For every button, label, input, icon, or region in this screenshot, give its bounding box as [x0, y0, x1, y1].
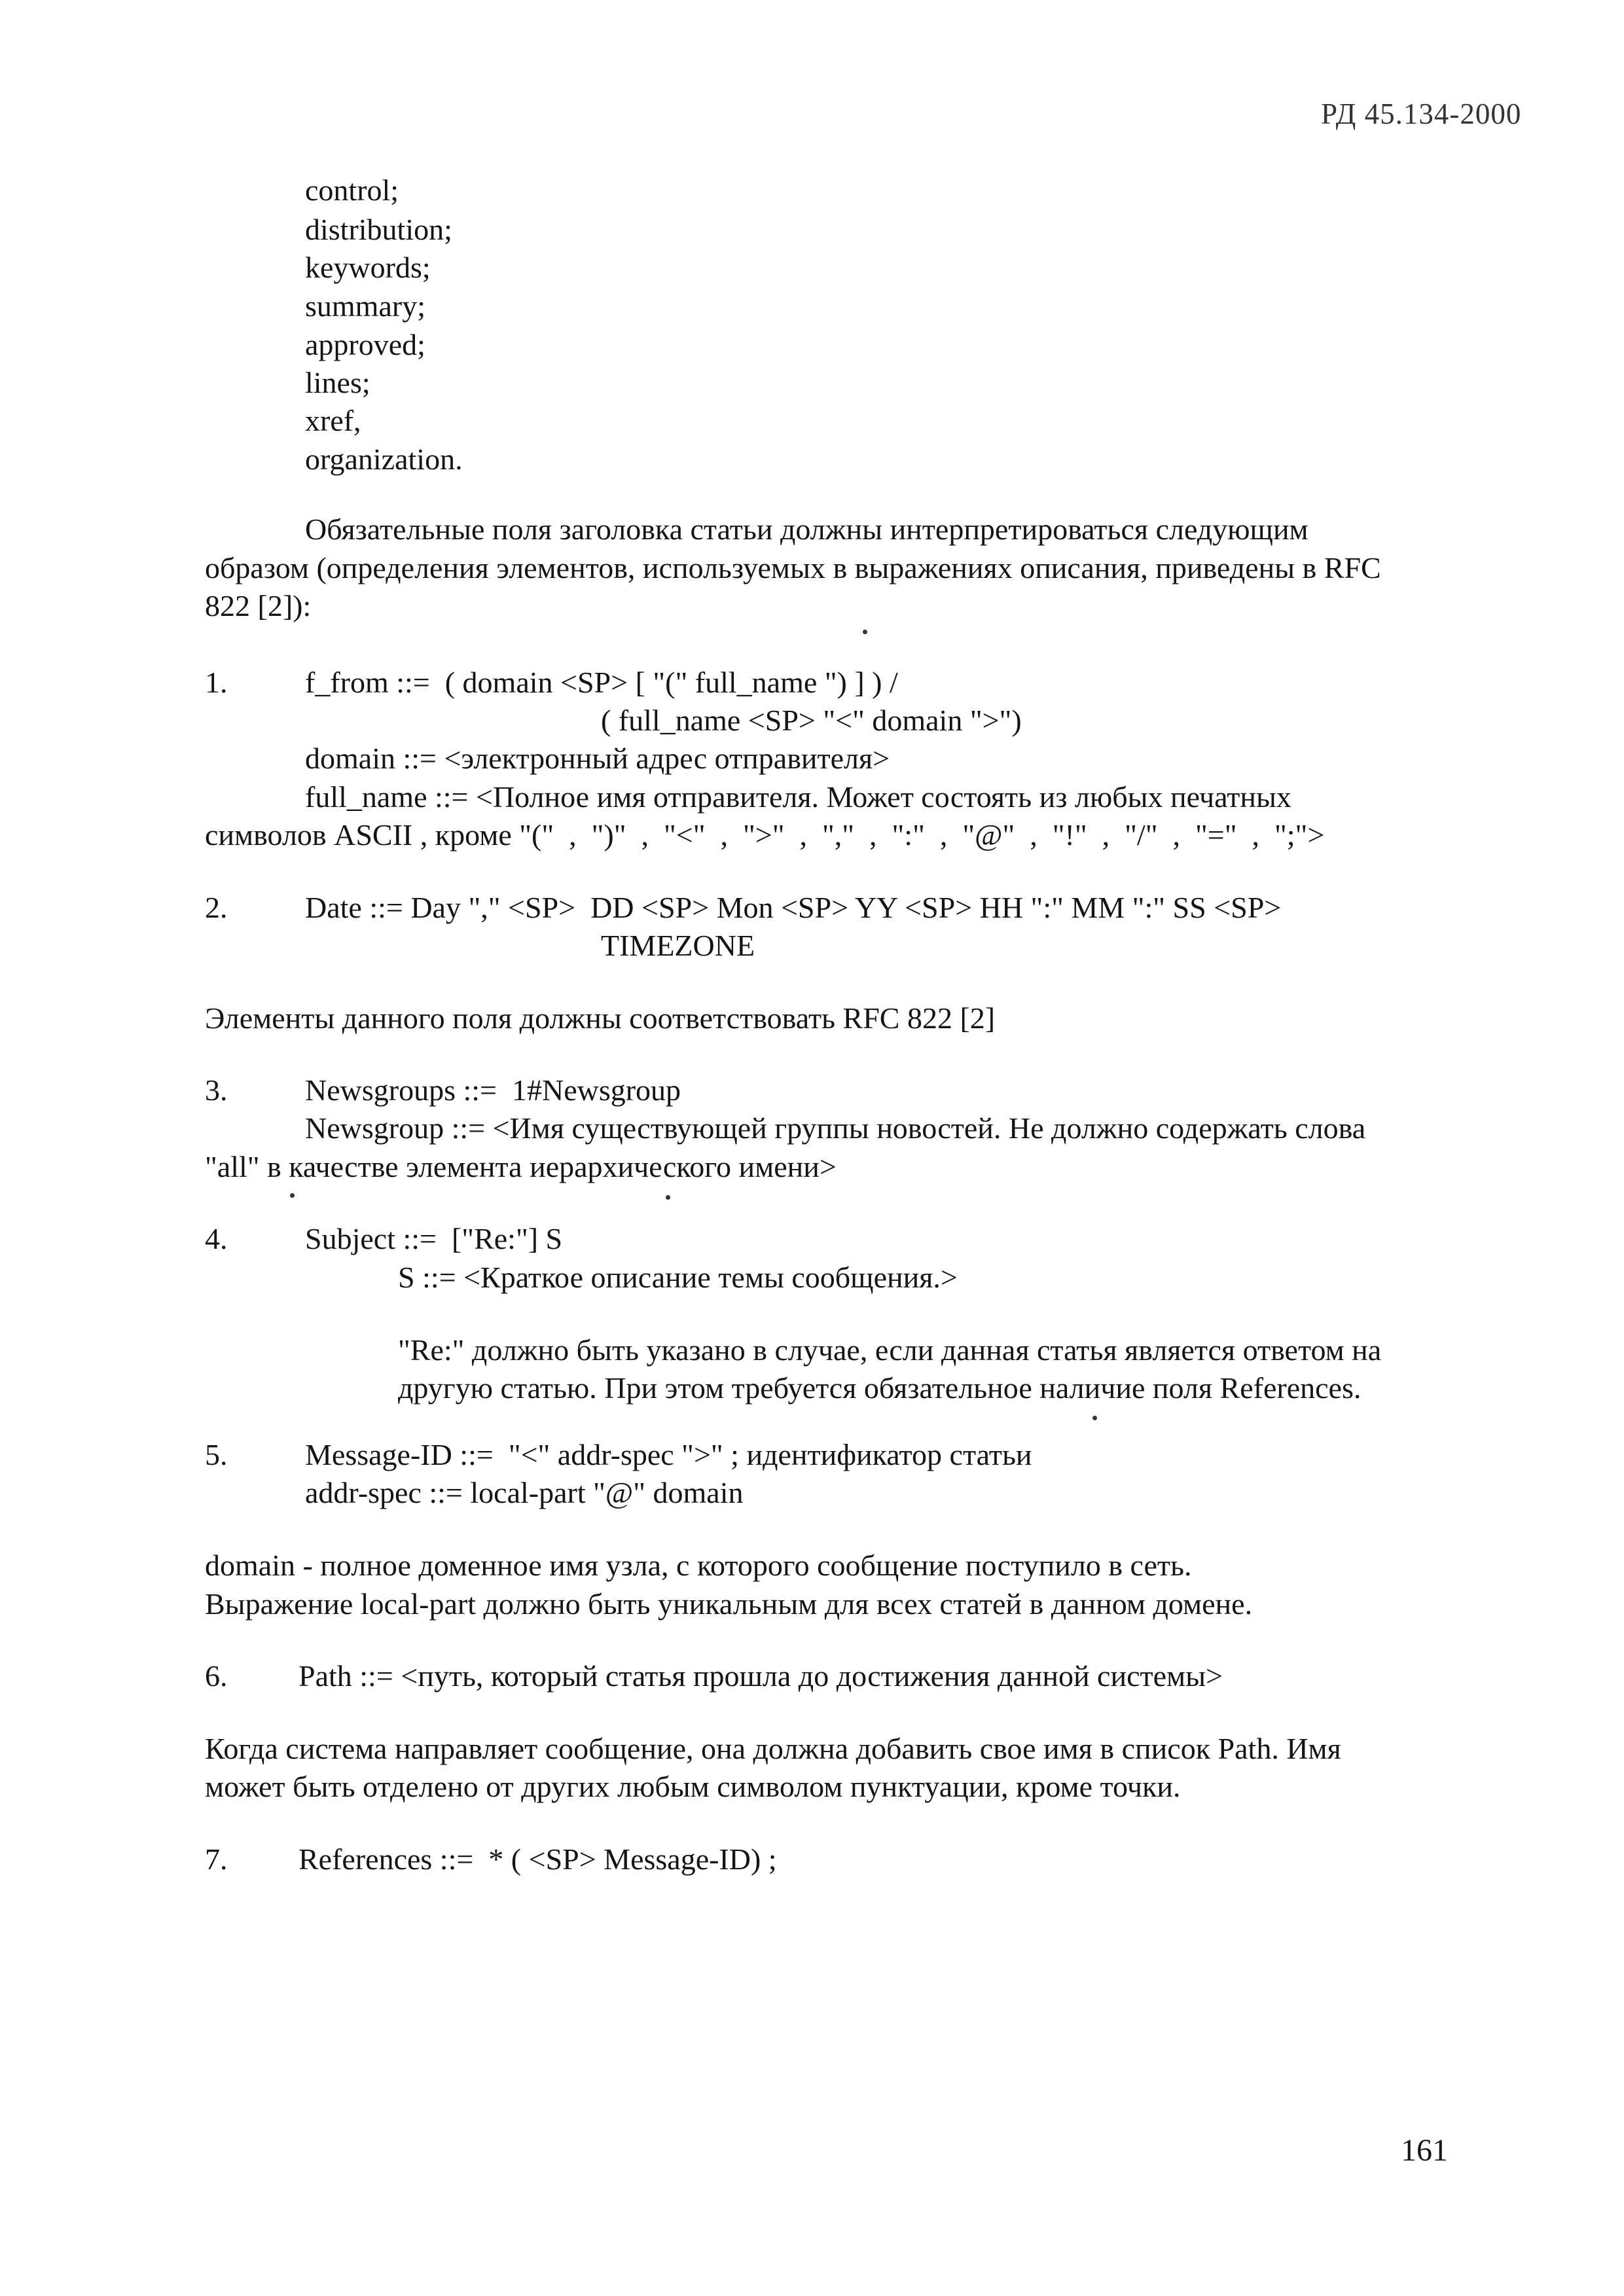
note-line: Выражение local-part должно быть уникальным для всех статей в данном домене. [205, 1587, 1253, 1621]
intro-line: 822 [2]): [205, 589, 312, 622]
note-line: может быть отделено от других любым символом пунктуации, кроме точки. [205, 1770, 1181, 1803]
page-number: 161 [1401, 2133, 1448, 2168]
scan-speck [290, 1193, 295, 1198]
note-line: Когда система направляет сообщение, она должна добавить свое имя в список Path. Имя [205, 1732, 1341, 1765]
item-number: 7. [205, 1842, 228, 1876]
definition-line: Message-ID ::= "<" addr-spec ">" ; идентификатор статьи [305, 1438, 1032, 1471]
definition-line: Subject ::= ["Re:"] S [305, 1222, 563, 1255]
definition-line: TIMEZONE [601, 929, 755, 962]
definition-line: Newsgroups ::= 1#Newsgroup [305, 1073, 681, 1107]
list-item: keywords; [305, 251, 431, 284]
scan-speck [666, 1195, 670, 1200]
note-line: другую статью. При этом требуется обязательное наличие поля References. [398, 1371, 1362, 1405]
note-line: "Re:" должно быть указано в случае, если данная статья является ответом на [398, 1333, 1382, 1367]
list-item: summary; [305, 289, 425, 323]
note-line: domain - полное доменное имя узла, с которого сообщение поступило в сеть. [205, 1549, 1192, 1582]
item-number: 3. [205, 1073, 228, 1107]
item-number: 2. [205, 891, 228, 924]
scan-speck [1092, 1416, 1097, 1420]
definition-line: Path ::= <путь, который статья прошла до достижения данной системы> [298, 1659, 1223, 1693]
definition-line: "all" в качестве элемента иерархического имени> [205, 1150, 837, 1183]
intro-line: Обязательные поля заголовка статьи должны интерпретироваться следующим [305, 512, 1308, 546]
list-item: control; [305, 173, 399, 207]
definition-line: f_from ::= ( domain <SP> [ "(" full_name ") ] ) / [305, 666, 898, 699]
item-number: 4. [205, 1222, 228, 1255]
item-number: 6. [205, 1659, 228, 1693]
list-item: distribution; [305, 213, 452, 246]
definition-line: domain ::= <электронный адрес отправителя> [305, 742, 890, 775]
intro-line: образом (определения элементов, используемых в выражениях описания, приведены в RFC [205, 551, 1381, 584]
definition-line: символов ASCII , кроме "(" , ")" , "<" , ">" , "," , ":" , "@" , "!" , "/" , "=" , ";"> [205, 818, 1325, 852]
definition-line: full_name ::= <Полное имя отправителя. Может состоять из любых печатных [305, 780, 1291, 814]
definition-line: Date ::= Day "," <SP> DD <SP> Mon <SP> YY <SP> HH ":" MM ":" SS <SP> [305, 891, 1282, 924]
definition-line: S ::= <Краткое описание темы сообщения.> [398, 1261, 958, 1294]
definition-line: addr-spec ::= local-part "@" domain [305, 1476, 744, 1509]
note-line: Элементы данного поля должны соответствовать RFC 822 [2] [205, 1001, 996, 1035]
list-item: organization. [305, 442, 463, 476]
item-number: 5. [205, 1438, 228, 1471]
list-item: approved; [305, 328, 425, 361]
document-code: РД 45.134-2000 [1321, 98, 1522, 130]
definition-line: ( full_name <SP> "<" domain ">") [601, 704, 1022, 737]
definition-line: Newsgroup ::= <Имя существующей группы новостей. Не должно содержать слова [305, 1111, 1366, 1145]
list-item: lines; [305, 366, 370, 399]
list-item: xref, [305, 404, 361, 437]
scan-speck [863, 630, 867, 634]
definition-line: References ::= * ( <SP> Message-ID) ; [298, 1842, 777, 1876]
item-number: 1. [205, 666, 228, 699]
